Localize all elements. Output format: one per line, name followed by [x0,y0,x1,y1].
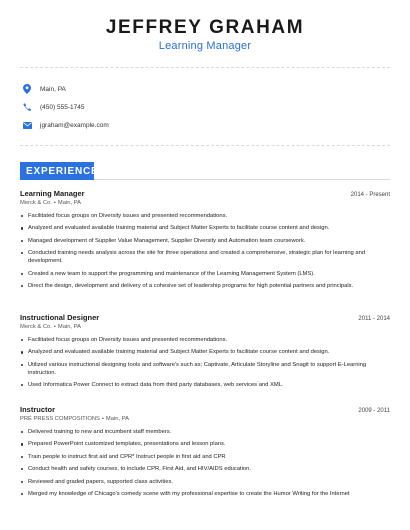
job-company: Merck & Co. [20,324,52,330]
location-pin-icon [22,84,32,94]
list-item: Train people to instruct first aid and CPR* Instruct people in first aid and CPR [20,453,390,461]
candidate-name: JEFFREY GRAHAM [105,17,305,38]
job-company: PRE PRESS COMPOSITIONS [20,416,100,422]
phone-text: (450) 555-1745 [40,103,85,111]
list-item: Conducted training needs analysis across the site for three operations and created a comprehensive, strategic plan for learning and development. [20,249,390,265]
job-company-line: PRE PRESS COMPOSITIONS • Main, PA [20,416,130,422]
job-entry [20,189,390,294]
list-item: Prepared PowerPoint customized templates, presentations and lesson plans. [20,440,390,448]
experience-section-title: EXPERIENCE [20,162,94,180]
contact-email [22,120,109,130]
job-title: Instructional Designer [20,313,100,322]
list-item: Facilitated focus groups on Diversity issues and presented recommendations. [20,212,390,220]
divider [20,67,390,68]
email-text[interactable]: jgraham@example.com [40,121,109,129]
list-item: Direct the design, development and delivery of a cohesive set of leadership programs for high potential partners and principals. [20,282,390,290]
divider [20,145,390,146]
list-item: Analyzed and evaluated available training material and Subject Matter Experts to facilitate course content and design. [20,224,390,232]
job-company-line: Merck & Co. • Main, PA [20,200,82,206]
section-underline [94,179,390,180]
job-entry [20,405,390,502]
list-item: Delivered training to new and incumbent staff members. [20,428,390,436]
contact-phone [22,102,84,112]
job-title: Instructor [20,405,56,414]
job-dates: 2014 - Present [350,192,390,198]
job-entry [20,313,390,394]
job-title: Learning Manager [20,189,85,198]
list-item: Facilitated focus groups on Diversity issues and presented recommendations. [20,336,390,344]
list-item: Merged my knowledge of Chicago's comedy scene with my professional expertise to create the Humor Writing for the Internet [20,490,390,498]
job-location: Main, PA [57,324,82,330]
contact-location [22,84,66,94]
list-item: Conduct health and safety courses, to include CPR, First Aid, and HIV/AIDS education. [20,465,390,473]
job-bullets [20,336,390,389]
list-item: Utilized various instructional designing tools and software's such as; Captivate, Articulate Storyline and Snagit to support E-Learning instruction. [20,361,390,377]
job-dates: 2009 - 2011 [358,408,390,414]
job-location: Main, PA [57,200,82,206]
location-text: Main, PA [40,85,66,93]
job-company: Merck & Co. [20,200,52,206]
job-dates: 2011 - 2014 [358,316,390,322]
list-item: Managed development of Supplier Value Management, Supplier Diversity and Automation team coursework. [20,237,390,245]
job-company-line: Merck & Co. • Main, PA [20,324,82,330]
list-item: Reviewed and graded papers, supported class activities. [20,478,390,486]
list-item: Used Informatica Power Connect to extract data from third party databases, web services and XML. [20,381,390,389]
job-location: Main, PA [105,416,130,422]
list-item: Analyzed and evaluated available training material and Subject Matter Experts to facilitate course content and design. [20,348,390,356]
job-bullets [20,428,390,498]
envelope-icon [22,120,32,130]
list-item: Created a new team to support the programming and maintenance of the Learning Management System (LMS). [20,270,390,278]
job-bullets [20,212,390,290]
candidate-role: Learning Manager [158,40,252,52]
phone-icon [22,102,32,112]
